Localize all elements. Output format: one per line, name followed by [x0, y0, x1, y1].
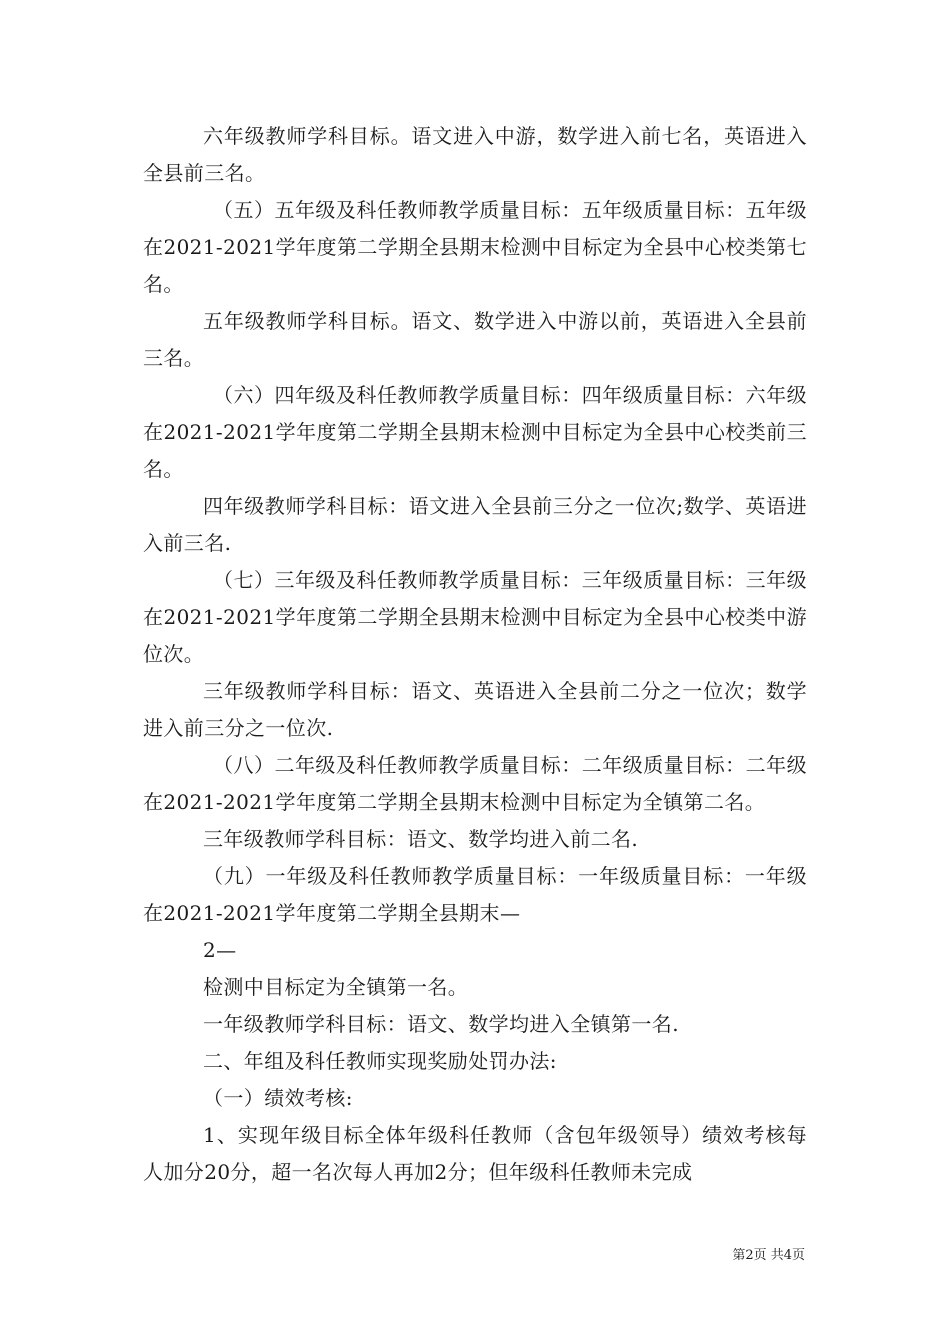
section-heading: 二、年组及科任教师实现奖励处罚办法: — [203, 1049, 557, 1073]
paragraph: 六年级教师学科目标。语文进入中游，数学进入前七名，英语进入全县前三名。 — [143, 124, 807, 185]
paragraph: 一年级教师学科目标：语文、数学均进入全镇第一名. — [203, 1012, 679, 1036]
paragraph: （六）四年级及科任教师教学质量目标：四年级质量目标：六年级在2021-2021学年度第二学期全县期末检测中目标定为全县中心校类前三名。 — [143, 383, 807, 481]
page-break-marker: 2— — [203, 938, 237, 962]
document-body — [143, 118, 807, 1191]
paragraph: 三年级教师学科目标：语文、英语进入全县前二分之一位次；数学进入前三分之一位次. — [143, 679, 807, 740]
paragraph: （七）三年级及科任教师教学质量目标：三年级质量目标：三年级在2021-2021学年度第二学期全县期末检测中目标定为全县中心校类中游位次。 — [143, 568, 807, 666]
paragraph: 四年级教师学科目标：语文进入全县前三分之一位次;数学、英语进入前三名. — [143, 494, 807, 555]
paragraph: （八）二年级及科任教师教学质量目标：二年级质量目标：二年级在2021-2021学年度第二学期全县期末检测中目标定为全镇第二名。 — [143, 753, 807, 814]
paragraph: 1、实现年级目标全体年级科任教师（含包年级领导）绩效考核每人加分20分，超一名次每人再加2分；但年级科任教师未完成 — [143, 1123, 807, 1184]
paragraph: 五年级教师学科目标。语文、数学进入中游以前，英语进入全县前三名。 — [143, 309, 807, 370]
paragraph: 三年级教师学科目标：语文、数学均进入前二名. — [203, 827, 639, 851]
paragraph: （九）一年级及科任教师教学质量目标：一年级质量目标：一年级在2021-2021学年度第二学期全县期末— — [143, 864, 807, 925]
page-footer: 第2页 共4页 — [732, 1248, 805, 1263]
subsection-heading: （一）绩效考核: — [203, 1086, 353, 1110]
paragraph: （五）五年级及科任教师教学质量目标：五年级质量目标：五年级在2021-2021学年度第二学期全县期末检测中目标定为全县中心校类第七名。 — [143, 198, 807, 296]
paragraph: 检测中目标定为全镇第一名。 — [203, 975, 469, 999]
